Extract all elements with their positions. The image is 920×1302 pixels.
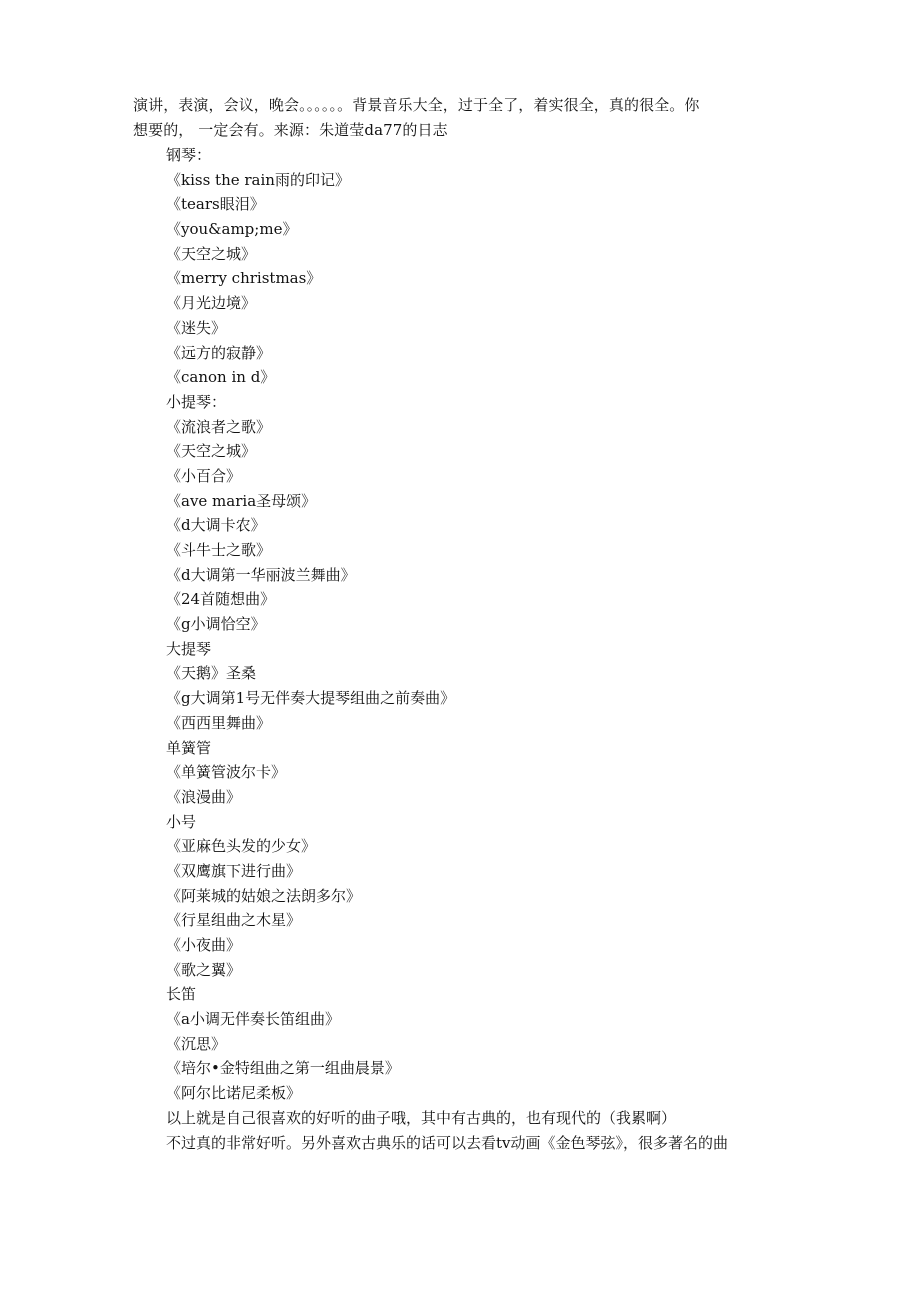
list-item: 《斗牛士之歌》 [166,541,272,559]
list-item: 《canon in d》 [166,368,276,387]
list-item: 《远方的寂静》 [166,343,272,362]
list-item: 《tears眼泪》 [166,195,265,214]
closing-text-line-2: 不过真的非常好听。另外喜欢古典乐的话可以去看tv动画《金色琴弦》，很多著名的曲 [166,1133,729,1152]
list-item: 《24首随想曲》 [166,590,276,609]
list-item: 《亚麻色头发的少女》 [166,837,317,856]
body-text [166,143,806,1155]
list-item: 《小夜曲》 [166,936,242,954]
intro-line-1: 演讲，表演，会议，晚会。。。。。。背景音乐大全，过于全了，着实很全，真的很全。你 [133,96,700,114]
list-item: 《歌之翼》 [166,960,242,979]
section-heading-clarinet: 单簧管 [166,738,212,757]
intro-line-2: 想要的， 一定会有。来源：朱道莹da77的日志 [133,120,448,139]
list-item: 《天空之城》 [166,442,257,461]
list-item: 《沉思》 [166,1034,227,1053]
list-item: 《a小调无伴奏长笛组曲》 [166,1010,340,1029]
list-item: 《g大调第1号无伴奏大提琴组曲之前奏曲》 [166,689,456,708]
list-item: 《merry christmas》 [166,269,322,288]
list-item: 《迷失》 [166,318,227,337]
list-item: 《单簧管波尔卡》 [166,763,287,782]
list-item: 《阿尔比诺尼柔板》 [166,1084,302,1103]
list-item: 《天空之城》 [166,244,257,263]
list-item: 《kiss the rain雨的印记》 [166,170,350,189]
list-item: 《双鹰旗下进行曲》 [166,861,302,880]
section-heading-violin: 小提琴： [166,392,227,411]
list-item: 《浪漫曲》 [166,787,242,806]
section-heading-cello: 大提琴 [166,639,212,658]
section-heading-flute: 长笛 [166,985,197,1004]
list-item: 《d大调第一华丽波兰舞曲》 [166,565,356,584]
list-item: 《d大调卡农》 [166,516,266,535]
list-item: 《月光边境》 [166,294,257,313]
list-item: 《阿莱城的姑娘之法朗多尔》 [166,886,362,905]
section-heading-trumpet: 小号 [166,812,197,831]
list-item: 《西西里舞曲》 [166,713,272,732]
section-heading-piano: 钢琴： [166,146,212,164]
list-item: 《行星组曲之木星》 [166,911,302,930]
list-item: 《培尔•金特组曲之第一组曲晨景》 [166,1059,400,1078]
intro-paragraph [133,93,798,142]
list-item: 《小百合》 [166,466,242,485]
list-item: 《流浪者之歌》 [166,417,272,436]
list-item: 《天鹅》圣桑 [166,664,257,683]
closing-text-line-1: 以上就是自己很喜欢的好听的曲子哦，其中有古典的，也有现代的（我累啊） [166,1108,677,1127]
list-item: 《g小调恰空》 [166,615,266,634]
list-item: 《ave maria圣母颂》 [166,491,317,510]
list-item: 《you&amp;me》 [166,220,298,239]
